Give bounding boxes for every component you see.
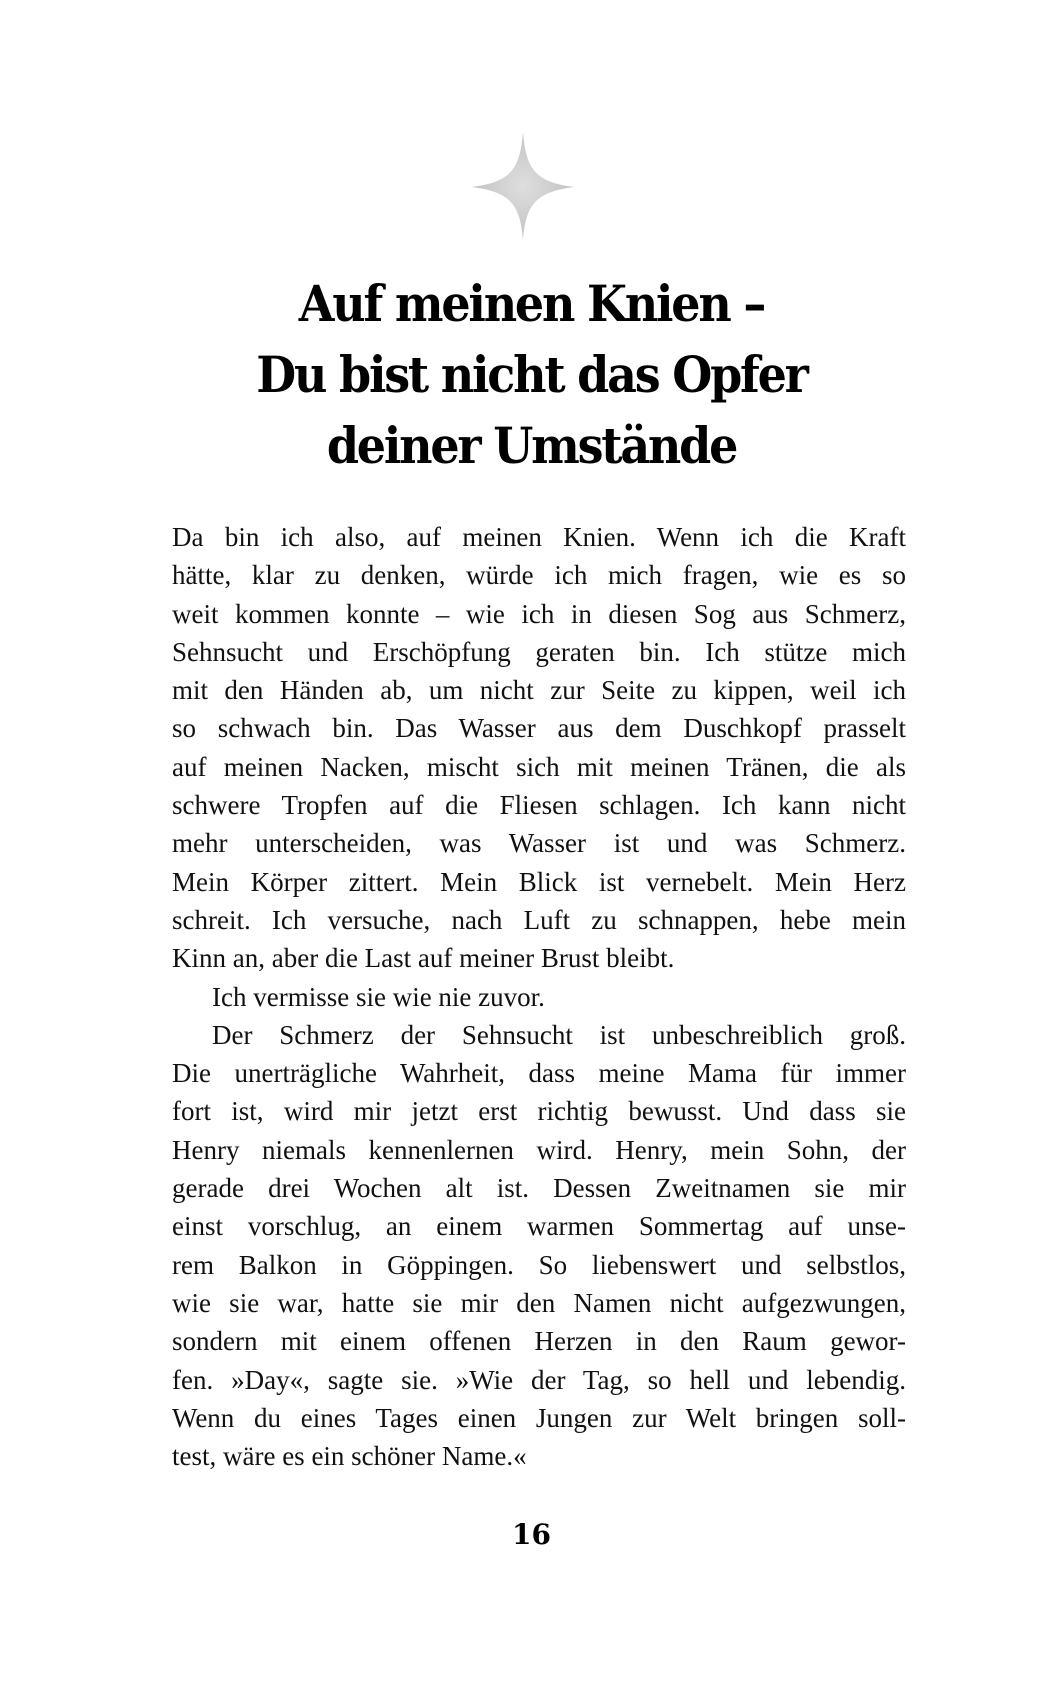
body-line: test, wäre es ein schöner Name.« xyxy=(172,1441,527,1472)
body-line: Der Schmerz der Sehnsucht ist unbeschreiblich groß. xyxy=(212,1019,906,1050)
body-line: fen. »Day«, sagte sie. »Wie der Tag, so hell und lebendig. xyxy=(172,1364,906,1395)
chapter-title-line: Du bist nicht das Opfer xyxy=(256,345,807,404)
body-line: Mein Körper zittert. Mein Blick ist vernebelt. Mein Herz xyxy=(172,866,906,897)
body-line: Henry niemals kennenlernen wird. Henry, mein Sohn, der xyxy=(172,1134,906,1165)
body-line: schreit. Ich versuche, nach Luft zu schnappen, hebe mein xyxy=(172,904,906,935)
body-line: Kinn an, aber die Last auf meiner Brust bleibt. xyxy=(172,943,675,974)
chapter-title-line: Auf meinen Knien – xyxy=(298,274,765,333)
body-line: Wenn du eines Tages einen Jungen zur Welt bringen soll- xyxy=(172,1402,906,1433)
body-line: rem Balkon in Göppingen. So liebenswert und selbstlos, xyxy=(172,1249,906,1280)
body-line: fort ist, wird mir jetzt erst richtig bewusst. Und dass sie xyxy=(172,1096,906,1127)
body-line: schwere Tropfen auf die Fliesen schlagen. Ich kann nicht xyxy=(172,790,906,821)
body-line: Die unerträgliche Wahrheit, dass meine Mama für immer xyxy=(172,1058,906,1089)
body-line: einst vorschlug, an einem warmen Sommertag auf unse- xyxy=(172,1211,906,1242)
body-line: sondern mit einem offenen Herzen in den Raum gewor- xyxy=(172,1326,906,1357)
body-text xyxy=(172,518,906,1475)
body-line: so schwach bin. Das Wasser aus dem Duschkopf prasselt xyxy=(172,713,906,744)
body-line: weit kommen konnte – wie ich in diesen Sog aus Schmerz, xyxy=(172,598,906,629)
body-line: Da bin ich also, auf meinen Knien. Wenn ich die Kraft xyxy=(172,522,906,552)
body-line: mit den Händen ab, um nicht zur Seite zu kippen, weil ich xyxy=(172,675,906,706)
page-number: 16 xyxy=(512,1518,551,1551)
chapter-title-line: deiner Umstände xyxy=(326,416,737,475)
body-line: Sehnsucht und Erschöpfung geraten bin. Ich stütze mich xyxy=(172,636,906,667)
body-line: mehr unterscheiden, was Wasser ist und was Schmerz. xyxy=(172,828,906,859)
four-point-star-icon xyxy=(470,130,576,242)
body-line: gerade drei Wochen alt ist. Dessen Zweitnamen sie mir xyxy=(172,1173,906,1204)
body-line: Ich vermisse sie wie nie zuvor. xyxy=(212,981,545,1012)
body-line: auf meinen Nacken, mischt sich mit meinen Tränen, die als xyxy=(172,751,906,782)
body-line: wie sie war, hatte sie mir den Namen nicht aufgezwungen, xyxy=(172,1287,906,1318)
body-line: hätte, klar zu denken, würde ich mich fragen, wie es so xyxy=(172,560,906,591)
chapter-title xyxy=(181,268,883,481)
